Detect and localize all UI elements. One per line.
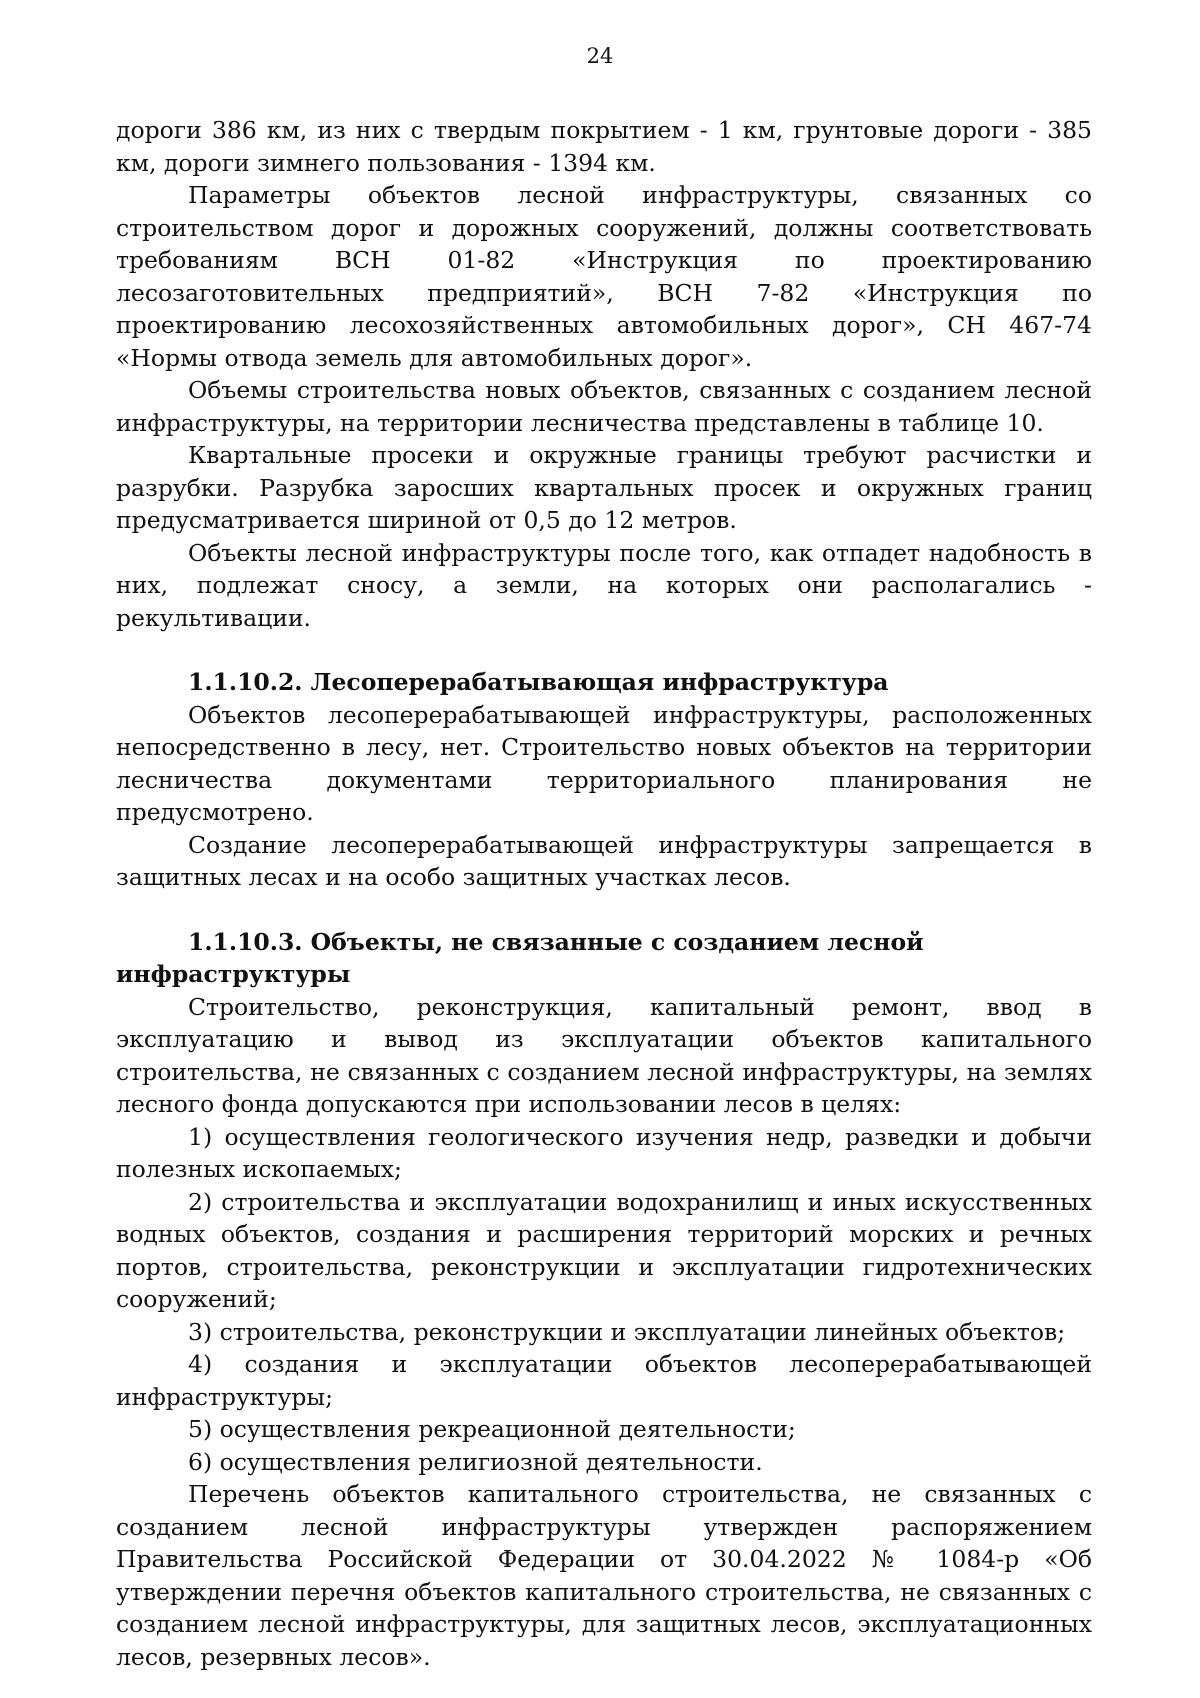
list-item: 5) осуществления рекреационной деятельности; xyxy=(188,1415,796,1443)
section-spacer xyxy=(116,634,1092,666)
list-item: 4) создания и эксплуатации объектов лесоперерабатывающей инфраструктуры; xyxy=(116,1350,1092,1411)
document-body xyxy=(116,114,1092,1673)
paragraph: Объектов лесоперерабатывающей инфраструктуры, расположенных непосредственно в лесу, нет. Строительство новых объектов на территории лесничества документами территориального планирования не предусмотрено. xyxy=(116,700,1092,826)
list-item: 2) строительства и эксплуатации водохранилищ и иных искусственных водных объектов, создания и расширения территорий морских и речных портов, строительства, реконструкции и эксплуатации гидротехнических сооружений; xyxy=(116,1187,1092,1313)
paragraph: Объемы строительства новых объектов, связанных с созданием лесной инфраструктуры, на территории лесничества представлены в таблице 10. xyxy=(116,376,1092,437)
list-item: 6) осуществления религиозной деятельности. xyxy=(188,1447,763,1476)
list-item: 3) строительства, реконструкции и эксплуатации линейных объектов; xyxy=(188,1317,1066,1346)
paragraph: Квартальные просеки и окружные границы требуют расчистки и разрубки. Разрубка заросших квартальных просек и окружных границ предусматривается шириной от 0,5 до 12 метров. xyxy=(116,441,1092,534)
page-number: 24 xyxy=(586,44,614,68)
section-spacer xyxy=(116,894,1092,926)
list-item: 1) осуществления геологического изучения недр, разведки и добычи полезных ископаемых; xyxy=(116,1122,1092,1183)
paragraph: дороги 386 км, из них с твердым покрытием - 1 км, грунтовые дороги - 385 км, дороги зимнего пользования - 1394 км. xyxy=(116,116,1092,177)
paragraph: Параметры объектов лесной инфраструктуры, связанных со строительством дорог и дорожных сооружений, должны соответствовать требованиям ВСН 01-82 «Инструкция по проектированию лесозаготовительных предприятий», ВСН 7-82 «Инструкция по проектированию лесохозяйственных автомобильных дорог», СН 467-74 «Нормы отвода земель для автомобильных дорог». xyxy=(116,181,1092,372)
paragraph: Перечень объектов капитального строительства, не связанных с созданием лесной инфраструктуры утвержден распоряжением Правительства Российской Федерации от 30.04.2022 № 1084-р «Об утверждении перечня объектов капитального строительства, не связанных с созданием лесной инфраструктуры, для защитных лесов, эксплуатационных лесов, резервных лесов». xyxy=(116,1480,1092,1671)
section-heading: 1.1.10.3. Объекты, не связанные с созданием лесной инфраструктуры xyxy=(116,927,924,988)
paragraph: Создание лесоперерабатывающей инфраструктуры запрещается в защитных лесах и на особо защитных участках лесов. xyxy=(116,830,1092,891)
paragraph: Строительство, реконструкция, капитальный ремонт, ввод в эксплуатацию и вывод из эксплуатации объектов капитального строительства, не связанных с созданием лесной инфраструктуры, на землях лесного фонда допускаются при использовании лесов в целях: xyxy=(116,992,1092,1118)
section-heading: 1.1.10.2. Лесоперерабатывающая инфраструктура xyxy=(188,668,889,696)
paragraph: Объекты лесной инфраструктуры после того, как отпадет надобность в них, подлежат сносу, а земли, на которых они располагались - рекультивации. xyxy=(116,538,1092,632)
